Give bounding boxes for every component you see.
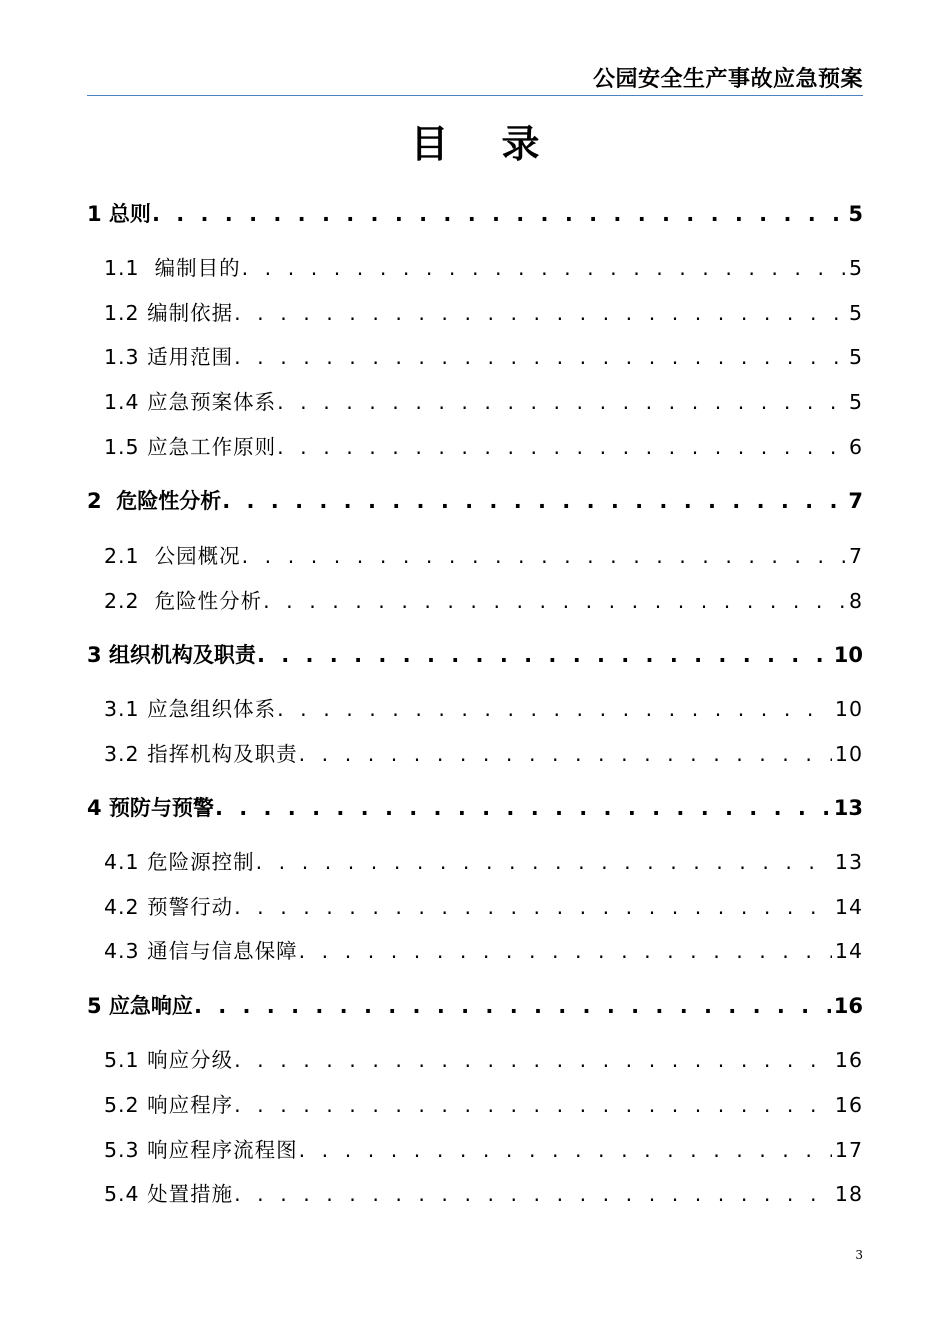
toc-entry-page: 7 <box>848 489 863 513</box>
toc-entry-page: 13 <box>834 850 863 874</box>
toc-entry[interactable] <box>104 430 863 464</box>
toc-entry[interactable] <box>104 934 863 968</box>
toc-entry-label: 5.3 响应程序流程图 <box>104 1138 298 1162</box>
toc-dot-leader <box>299 737 832 771</box>
toc-entry[interactable] <box>104 1133 863 1167</box>
toc-entry[interactable] <box>104 1177 863 1211</box>
toc-entry-page: 5 <box>848 301 863 325</box>
toc-entry[interactable] <box>104 385 863 419</box>
toc-entry-label: 2.1 公园概况 <box>104 544 241 568</box>
toc-dot-leader <box>194 989 831 1023</box>
toc-entry[interactable] <box>104 584 863 618</box>
toc-dot-leader <box>257 638 831 672</box>
toc-dot-leader <box>234 1088 832 1122</box>
toc-dot-leader <box>277 430 846 464</box>
toc-dot-leader <box>242 251 846 285</box>
toc-dot-leader <box>234 296 846 330</box>
toc-entry-label: 1.1 编制目的 <box>104 256 241 280</box>
toc-dot-leader <box>242 539 846 573</box>
toc-dot-leader <box>299 1133 832 1167</box>
toc-entry-label: 5.2 响应程序 <box>104 1093 234 1117</box>
toc-entry[interactable] <box>104 692 863 726</box>
toc-entry[interactable] <box>87 197 863 231</box>
toc-dot-leader <box>234 340 846 374</box>
toc-dot-leader <box>234 890 832 924</box>
toc-entry-page: 6 <box>848 435 863 459</box>
toc-entry-label: 4.2 预警行动 <box>104 895 234 919</box>
toc-entry-page: 10 <box>833 643 863 667</box>
toc-entry-page: 14 <box>834 895 863 919</box>
toc-dot-leader <box>277 692 832 726</box>
toc-entry[interactable] <box>104 845 863 879</box>
toc-entry-page: 8 <box>848 589 863 613</box>
toc-entry-label: 5 应急响应 <box>87 994 193 1018</box>
toc-entry-page: 17 <box>834 1138 863 1162</box>
toc-entry-page: 5 <box>848 390 863 414</box>
toc-dot-leader <box>234 1043 832 1077</box>
toc-entry-label: 1.4 应急预案体系 <box>104 390 277 414</box>
document-header-title: 公园安全生产事故应急预案 <box>592 67 863 92</box>
toc-entry[interactable] <box>87 791 863 825</box>
toc-heading: 目 录 <box>410 122 540 166</box>
toc-entry-label: 3 组织机构及职责 <box>87 643 256 667</box>
toc-entry-label: 5.1 响应分级 <box>104 1048 234 1072</box>
toc-entry-label: 4 预防与预警 <box>87 796 214 820</box>
toc-entry-page: 5 <box>848 256 863 280</box>
toc-entry-label: 1.5 应急工作原则 <box>104 435 277 459</box>
toc-entry[interactable] <box>87 484 863 518</box>
toc-dot-leader <box>256 845 832 879</box>
toc-entry-page: 16 <box>834 1093 863 1117</box>
toc-entry-page: 10 <box>834 742 863 766</box>
toc-dot-leader <box>234 1177 832 1211</box>
toc-entry[interactable] <box>104 1043 863 1077</box>
toc-entry-page: 10 <box>834 697 863 721</box>
toc-dot-leader <box>222 484 845 518</box>
toc-entry-label: 3.1 应急组织体系 <box>104 697 277 721</box>
toc-entry[interactable] <box>104 1088 863 1122</box>
toc-entry[interactable] <box>104 251 863 285</box>
toc-dot-leader <box>215 791 831 825</box>
toc-entry[interactable] <box>104 296 863 330</box>
toc-entry-label: 2.2 危险性分析 <box>104 589 263 613</box>
toc-entry[interactable] <box>87 989 863 1023</box>
toc-entry-label: 1 总则 <box>87 202 151 226</box>
toc-entry[interactable] <box>87 638 863 672</box>
toc-dot-leader <box>299 934 832 968</box>
toc-entry-label: 1.3 适用范围 <box>104 345 234 369</box>
toc-dot-leader <box>152 197 845 231</box>
toc-entry-page: 16 <box>833 994 863 1018</box>
toc-entry-page: 5 <box>848 345 863 369</box>
toc-entry-label: 3.2 指挥机构及职责 <box>104 742 298 766</box>
toc-entry-label: 4.3 通信与信息保障 <box>104 939 298 963</box>
toc-entry-label: 4.1 危险源控制 <box>104 850 255 874</box>
toc-entry-page: 14 <box>834 939 863 963</box>
toc-dot-leader <box>277 385 846 419</box>
toc-entry-label: 5.4 处置措施 <box>104 1182 234 1206</box>
page-number: 3 <box>855 1248 863 1262</box>
toc-entry[interactable] <box>104 737 863 771</box>
toc-dot-leader <box>263 584 846 618</box>
toc-entry-page: 16 <box>834 1048 863 1072</box>
toc-entry-label: 2 危险性分析 <box>87 489 222 513</box>
toc-entry[interactable] <box>104 340 863 374</box>
toc-entry-page: 18 <box>834 1182 863 1206</box>
toc-entry[interactable] <box>104 890 863 924</box>
toc-entry-page: 13 <box>833 796 863 820</box>
toc-entry-page: 7 <box>848 544 863 568</box>
toc-entry-label: 1.2 编制依据 <box>104 301 234 325</box>
toc-entry-page: 5 <box>848 202 863 226</box>
table-of-contents <box>87 0 863 1344</box>
toc-entry[interactable] <box>104 539 863 573</box>
